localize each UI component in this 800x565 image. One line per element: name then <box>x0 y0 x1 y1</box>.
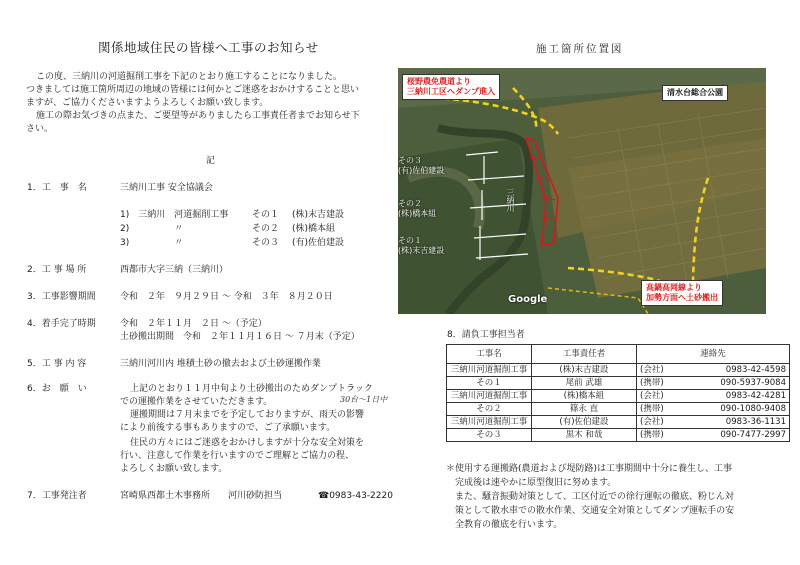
section-num: その１ <box>398 236 422 245</box>
content-value: 三納川河川内 堆積土砂の撤去および土砂運搬作業 <box>120 359 321 369</box>
river-label: 三納川 <box>506 188 515 212</box>
section-1-label <box>398 236 444 256</box>
table-header-row <box>447 345 790 364</box>
project-cell: 三納川河道掘削工事 <box>447 364 532 377</box>
phone-type: (会社) <box>640 365 664 375</box>
orderer-phone: ☎0983-43-2220 <box>318 491 393 501</box>
project-cell: 三納川河道掘削工事 <box>447 390 532 403</box>
site-location-map <box>398 68 766 314</box>
aerial-photo <box>398 68 766 314</box>
section-3-label <box>398 156 444 176</box>
phone-number: 090-7477-2997 <box>720 430 786 440</box>
period-value: 令和 ２年 ９月２９日 ～ 令和 ３年 ８月２０日 <box>120 292 333 302</box>
intro-line: つきましては施工箇所周辺の地域の皆様には何かとご迷惑をおかけすることと思い <box>26 85 360 95</box>
orderer-value: 宮崎県西都土木事務所 河川砂防担当 <box>120 491 283 501</box>
section-2-label <box>398 199 436 219</box>
intro-line: ますが、ご協力くださいますようよろしくお願い致します。 <box>26 98 269 108</box>
section-num: その２ <box>398 199 422 208</box>
phone-number: 0983-42-4598 <box>725 365 786 375</box>
phone-cell <box>637 429 790 442</box>
request-line: よろしくお願い致します。 <box>120 464 228 474</box>
phone-cell <box>637 416 790 429</box>
phone-type: (携帯) <box>640 378 664 388</box>
section-num: その３ <box>398 156 422 165</box>
company-cell: (株)橋本組 <box>532 390 637 403</box>
project-cell: 三納川河道掘削工事 <box>447 416 532 429</box>
item-label-schedule: 4．着手完了時期 <box>27 319 96 329</box>
phone-cell <box>637 377 790 390</box>
company-cell: (有)佐伯建設 <box>532 416 637 429</box>
phone-number: 090-5937-9084 <box>720 378 786 388</box>
person-cell: 黒木 和哉 <box>532 429 637 442</box>
item-label-orderer: 7．工事発注者 <box>27 491 87 501</box>
note-line: また、騒音振動対策として、工区付近での徐行運転の徹底、粉じん対 <box>446 492 734 502</box>
location-value: 西都市大字三納（三納川） <box>120 265 229 275</box>
phone-number: 0983-42-4281 <box>725 391 786 401</box>
note-line: 全教育の徹底を行います。 <box>446 520 563 530</box>
phone-type: (会社) <box>640 417 664 427</box>
request-line: での運搬作業をさせていただきます。 <box>120 397 273 407</box>
phone-number: 090-1080-9408 <box>720 404 786 414</box>
table-row <box>447 377 790 390</box>
sub-project-name: 3) 〃 <box>120 238 184 248</box>
map-title: 施工箇所位置図 <box>536 43 624 55</box>
note-line: ＊使用する運搬路(農道および堤防路)は工事期間中十分に養生し、工事 <box>446 464 733 474</box>
intro-line: 施工の際お気づきの点また、ご要望等がありましたら工事責任者までお知らせ下 <box>36 111 360 121</box>
sub-project-name: 2) 〃 <box>120 224 184 234</box>
sub-project-contractor: (株)橋本組 <box>292 224 336 234</box>
intro-line: さい。 <box>26 124 54 134</box>
request-line: 運搬期間は７月末までを予定しておりますが、雨天の影響 <box>130 410 365 420</box>
phone-cell <box>637 403 790 416</box>
note-line: 策として散水車での散水作業、交通安全対策としてダンプ運転手の安 <box>446 506 735 516</box>
item-label-location: 2．工 事 場 所 <box>27 265 87 275</box>
project-name-value: 三納川工事 安全協議会 <box>120 183 213 193</box>
callout-exit-route <box>641 280 723 306</box>
table-row <box>447 390 790 403</box>
google-logo: Google <box>508 294 548 305</box>
section-cell: その２ <box>447 403 532 416</box>
section-cell: その１ <box>447 377 532 390</box>
table-row <box>447 429 790 442</box>
callout-line: 桜野農免農道より <box>407 77 471 86</box>
contacts-table <box>446 344 790 442</box>
table-row <box>447 364 790 377</box>
phone-cell <box>637 390 790 403</box>
section-cell: その３ <box>447 429 532 442</box>
table-row <box>447 416 790 429</box>
callout-entry-route <box>402 74 500 100</box>
company-cell: (株)末吉建設 <box>532 364 637 377</box>
header-contact: 連絡先 <box>637 345 790 364</box>
notice-title: 関係地域住民の皆様へ工事のお知らせ <box>98 40 319 55</box>
sub-project-contractor: (有)佐伯建設 <box>292 238 345 248</box>
sub-project-contractor: (株)末吉建設 <box>292 210 345 220</box>
schedule-value: 令和 ２年１１月 ２日 ～（予定） <box>120 319 267 329</box>
phone-cell <box>637 364 790 377</box>
sub-project-name: 1) 三納川 河道掘削工事 <box>120 210 229 220</box>
sub-project-section: その１ <box>252 210 280 220</box>
request-line: 上記のとおり１１月中旬より土砂搬出のためダンプトラック <box>130 384 373 394</box>
phone-number: 0983-36-1131 <box>725 417 786 427</box>
sub-project-section: その３ <box>252 238 280 248</box>
callout-line: 高鍋高岡線より <box>646 283 702 292</box>
section-contractor: (株)橋本組 <box>398 209 437 218</box>
phone-type: (携帯) <box>640 404 664 414</box>
handwritten-note: 30台～1日中 <box>340 395 388 404</box>
callout-line: 加勢方面へ土砂搬出 <box>646 293 718 302</box>
request-line: 行い、注意して作業を行いますのでご理解とご協力の程、 <box>120 451 355 461</box>
person-cell: 篠永 直 <box>532 403 637 416</box>
person-cell: 尾前 武雄 <box>532 377 637 390</box>
intro-line: この度、三納川の河道掘削工事を下記のとおり施工することになりました。 <box>36 72 343 82</box>
request-line: 住民の方々にはご迷惑をおかけしますが十分な安全対策を <box>130 438 365 448</box>
phone-type: (携帯) <box>640 430 664 440</box>
sub-project-section: その２ <box>252 224 280 234</box>
item-label-project-name: 1．工 事 名 <box>27 183 87 193</box>
callout-park: 清水台総合公園 <box>662 85 728 101</box>
contacts-heading: 8．請負工事担当者 <box>447 330 525 340</box>
ki-heading: 記 <box>206 156 216 166</box>
item-label-content: 5．工 事 内 容 <box>27 359 87 369</box>
header-responsible: 工事責任者 <box>532 345 637 364</box>
section-contractor: (株)末吉建設 <box>398 246 445 255</box>
note-line: 完成後は速やかに原型復旧に努めます。 <box>446 478 617 488</box>
haul-period-value: 土砂搬出期間 令和 ２年１１月１６日 ～ ７月末（予定） <box>120 332 360 342</box>
header-project: 工事名 <box>447 345 532 364</box>
table-row <box>447 403 790 416</box>
callout-line: 三納川工区へダンプ進入 <box>407 87 496 96</box>
phone-type: (会社) <box>640 391 664 401</box>
item-label-period: 3．工事影響期間 <box>27 292 96 302</box>
request-line: により前後する事もありますので、ご了承願います。 <box>120 423 336 433</box>
section-contractor: (有)佐伯建設 <box>398 166 445 175</box>
item-label-request: 6．お 願 い <box>27 384 87 394</box>
